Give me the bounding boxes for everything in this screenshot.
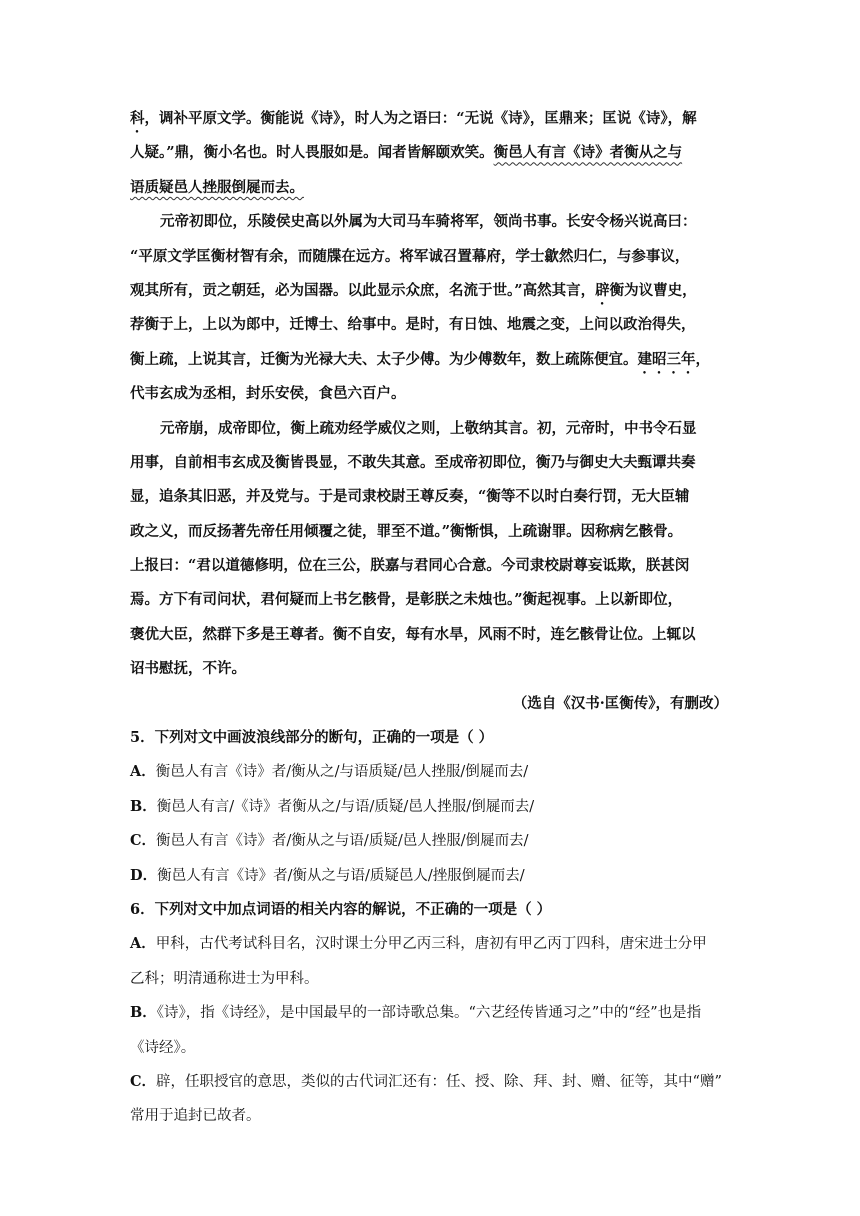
source-citation: （选自《汉书·匡衡传》，有删改） — [512, 694, 728, 712]
passage-text: 衡上疏，上说其言，迁衡为光禄大夫、太子少傅。为少傅数年，数上疏陈便宜。 — [130, 350, 638, 368]
question-6-option-b-cont: 《诗经》。 — [130, 1039, 196, 1056]
option-text: 甲科，古代考试科目名，汉时课士分甲乙丙三科，唐初有甲乙丙丁四科，唐宋进士分甲 — [155, 936, 707, 953]
question-6-option-b — [130, 996, 730, 1030]
passage-text: 观其所有，贡之朝廷，必为国器。以此显示众庶，名流于世。”高然其言， — [130, 281, 596, 299]
passage-line — [130, 136, 730, 170]
passage-line: 元帝崩，成帝即位，衡上疏劝经学威仪之则，上敬纳其言。初，元帝时，中书令石显 — [160, 419, 697, 437]
dotted-word: 辟 — [595, 281, 610, 299]
passage-line: 上报曰：“君以道德修明，位在三公，朕嘉与君同心合意。今司隶校尉尊妄诋欺，朕甚闵 — [130, 557, 690, 575]
question-6-option-a-cont: 乙科；明清通称进士为甲科。 — [130, 970, 319, 987]
passage-line: 荐衡于上，上以为郎中，迁博士、给事中。是时，有日蚀、地震之变，上问以政治得失， — [130, 316, 696, 334]
passage-line — [130, 102, 730, 136]
option-text: 衡邑人有言/《诗》者衡从之/与语/质疑/邑人挫服/倒屣而去/ — [156, 798, 535, 815]
question-5-option-a — [130, 755, 730, 789]
dotted-word: 科 — [130, 110, 145, 127]
option-label: C． — [130, 832, 157, 850]
passage-line: 褒优大臣，然群下多是王尊者。衡不自安，每有水旱，风雨不时，连乞骸骨让位。上辄以 — [130, 625, 696, 643]
document-page — [130, 102, 730, 1134]
passage-line: 代韦玄成为丞相，封乐安侯，食邑六百户。 — [130, 385, 406, 403]
passage-text: 人疑。”鼎，衡小名也。时人畏服如是。闻者皆解颐欢笑。 — [130, 144, 494, 162]
option-text: 《诗》，指《诗经》，是中国最早的一部诗歌总集。“六艺经传皆通习之”中的“经”也是指 — [156, 1005, 702, 1022]
option-label: D． — [130, 866, 158, 884]
passage-text: ，调补平原文学。衡能说《诗》，时人为之语曰：“无说《诗》，匡鼎来；匡说《诗》，解 — [144, 110, 697, 127]
option-label: A． — [130, 763, 156, 781]
passage-line — [130, 171, 730, 205]
question-5-option-b — [130, 790, 730, 824]
passage-line: 政之义，而反扬著先帝任用倾覆之徒，罪至不道。”衡惭惧，上疏谢罪。因称病乞骸骨。 — [130, 522, 683, 540]
option-text: 衡邑人有言《诗》者/衡从之与语/质疑/邑人挫服/倒屣而去/ — [156, 833, 529, 850]
option-text: 辟，任职授官的意思，类似的古代词汇还有：任、授、除、拜、封、赠、征等，其中“赠” — [156, 1073, 722, 1090]
option-label: A． — [130, 935, 156, 953]
question-5-stem: 5．下列对文中画波浪线部分的断句，正确的一项是（ ） — [130, 729, 494, 747]
question-6-option-a — [130, 927, 730, 961]
option-label: B． — [130, 797, 157, 815]
passage-line: 诏书慰抚，不许。 — [130, 660, 246, 678]
option-text: 衡邑人有言《诗》者/衡从之/与语质疑/邑人挫服/倒屣而去/ — [155, 764, 529, 781]
wavy-underlined-text: 衡邑人有言《诗》者衡从之与 — [493, 144, 683, 162]
dotted-word: 建昭三年 — [637, 350, 696, 368]
passage-line — [130, 274, 730, 308]
passage-text: 衡为议曹史， — [609, 281, 697, 299]
question-6-stem: 6．下列对文中加点词语的相关内容的解说，不正确的一项是（ ） — [130, 900, 552, 918]
question-6-option-c — [130, 1065, 730, 1099]
passage-line: 元帝初即位，乐陵侯史高以外属为大司马车骑将军，领尚书事。长安令杨兴说高曰： — [160, 213, 697, 231]
wavy-underlined-text: 语质疑邑人挫服倒屣而去。 — [130, 178, 304, 196]
passage-line: “平原文学匡衡材智有余，而随牒在远方。将军诚召置幕府，学士歙然归仁，与参事议， — [130, 247, 690, 265]
option-label: C． — [130, 1072, 157, 1090]
option-label: B． — [130, 1004, 157, 1022]
option-text: 衡邑人有言《诗》者/衡从之与语/质疑邑人/挫服倒屣而去/ — [157, 867, 525, 884]
passage-line: 显，追条其旧恶，并及党与。于是司隶校尉王尊反奏，“衡等不以时白奏行罚，无大臣辅 — [130, 488, 690, 506]
passage-line — [130, 343, 730, 377]
question-6-option-c-cont: 常用于追封已故者。 — [130, 1108, 261, 1125]
passage-line: 用事，自前相韦玄成及衡皆畏显，不敢失其意。至成帝初即位，衡乃与御史大夫甄谭共奏 — [130, 453, 696, 471]
passage-text: ， — [695, 350, 710, 368]
passage-line: 焉。方下有司问状，君何疑而上书乞骸骨，是彰朕之未烛也。”衡起视事。上以新即位， — [130, 591, 683, 609]
question-5-option-d — [130, 859, 730, 893]
question-5-option-c — [130, 824, 730, 858]
